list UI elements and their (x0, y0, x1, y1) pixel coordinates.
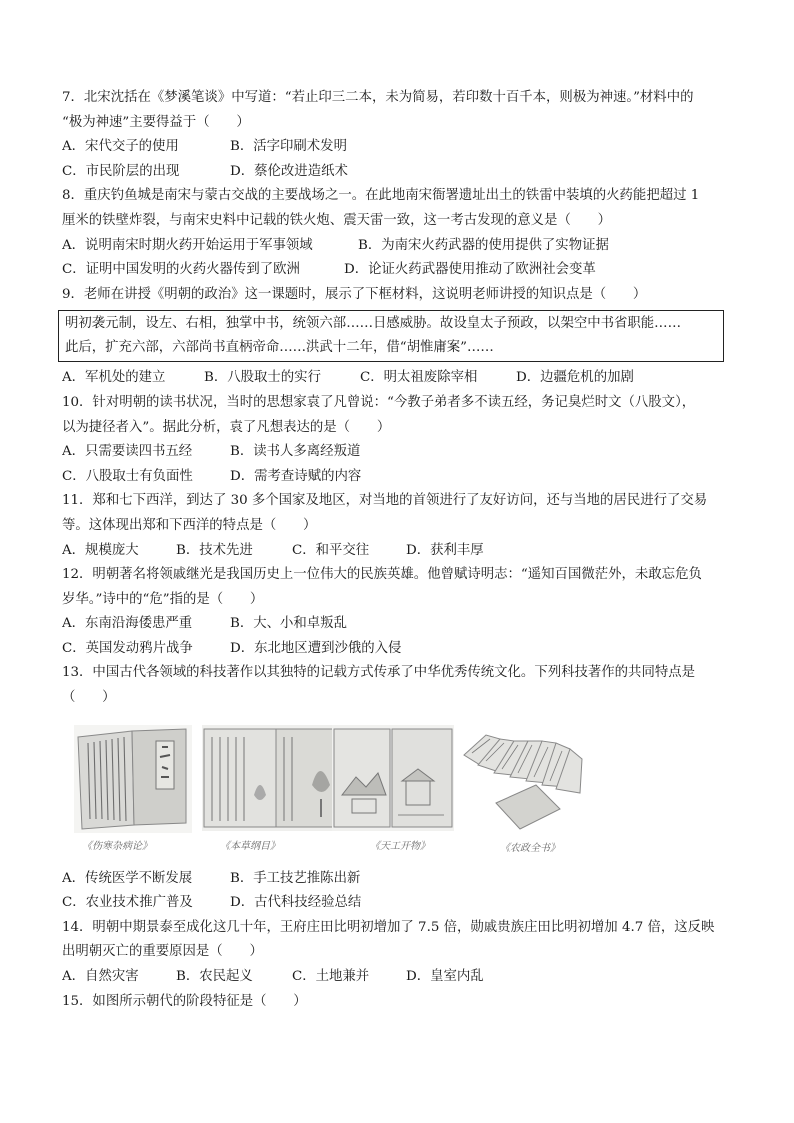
option-b: B．为南宋火药武器的使用提供了实物证据 (358, 237, 609, 253)
option-d: D．东北地区遭到沙俄的入侵 (230, 640, 402, 656)
option-b: B．技术先进 (176, 542, 253, 558)
book-images (62, 715, 732, 867)
question-stem: 10．针对明朝的读书状况，当时的思想家袁了凡曾说：“今教子弟者多不读五经，务记臭烂时文（八股文）， (62, 394, 696, 410)
option-c: C．市民阶层的出现 (62, 163, 180, 179)
option-d: D．获利丰厚 (406, 542, 484, 558)
option-a: A．规模庞大 (62, 542, 139, 558)
question-15 (62, 990, 732, 1015)
option-a: A．只需要读四书五经 (62, 444, 193, 460)
question-stem: “极为神速”主要得益于（ ） (62, 114, 250, 130)
option-d: D．皇室内乱 (406, 969, 484, 985)
question-stem: 11．郑和七下西洋，到达了 30 多个国家及地区，对当地的首领进行了友好访问，还与当地的居民进行了交易 (62, 493, 708, 509)
question-stem: 8．重庆钓鱼城是南宋与蒙古交战的主要战场之一。在此地南宋衙署遗址出土的铁雷中装填的火药能把超过 1 (62, 188, 700, 204)
book-image-nongzheng (456, 725, 584, 837)
material-text: 明初袭元制，设左、右相，独掌中书，统领六部……日感威胁。故设皇太子预政，以架空中书省职能…… (65, 316, 681, 332)
book-caption: 《农政全书》 (500, 842, 560, 854)
option-d: D．蔡伦改进造纸术 (230, 163, 348, 179)
option-a: A．说明南宋时期火药开始运用于军事领域 (62, 237, 313, 253)
question-14 (62, 916, 732, 990)
book-caption: 《天工开物》 (370, 840, 430, 852)
question-stem: 15．如图所示朝代的阶段特征是（ ） (62, 993, 307, 1009)
question-stem: 9．老师在讲授《明朝的政治》这一课题时，展示了下框材料，这说明老师讲授的知识点是（ ） (62, 286, 647, 302)
option-c: C．农业技术推广普及 (62, 895, 193, 911)
option-d: D．论证火药武器使用推动了欧洲社会变革 (344, 262, 596, 278)
option-b: B．手工技艺推陈出新 (230, 870, 361, 886)
option-c: C．和平交往 (292, 542, 370, 558)
question-stem: 岁华。”诗中的“危”指的是（ ） (62, 591, 264, 607)
question-13 (62, 661, 732, 915)
book-image-tiangong (332, 725, 454, 831)
option-a: A．宋代交子的使用 (62, 139, 179, 155)
question-7 (62, 86, 732, 184)
question-9 (62, 283, 732, 391)
question-stem: 等。这体现出郑和下西洋的特点是（ ） (62, 517, 317, 533)
option-c: C．证明中国发明的火药火器传到了欧洲 (62, 262, 300, 278)
question-stem: 厘米的铁壁炸裂，与南宋史料中记载的铁火炮、震天雷一致，这一考古发现的意义是（ ） (62, 212, 612, 228)
option-b: B．农民起义 (176, 969, 253, 985)
question-stem: （ ） (62, 690, 116, 706)
material-box (58, 310, 724, 362)
option-b: B．八股取士的实行 (204, 370, 321, 386)
book-image-bencao (202, 725, 352, 831)
question-stem: 出明朝灭亡的重要原因是（ ） (62, 944, 263, 960)
option-a: A．自然灾害 (62, 969, 139, 985)
question-stem: 12．明朝著名将领戚继光是我国历史上一位伟大的民族英雄。他曾赋诗明志：“遥知百国微茫外，未敢忘危负 (62, 567, 702, 583)
option-b: B．活字印刷术发明 (230, 139, 347, 155)
option-a: A．军机处的建立 (62, 370, 166, 386)
option-a: A．传统医学不断发展 (62, 870, 193, 886)
question-12 (62, 563, 732, 661)
question-stem: 14．明朝中期景泰至成化这几十年，王府庄田比明初增加了 7.5 倍，勋戚贵族庄田比明初增加 4.7 倍，这反映 (62, 919, 715, 935)
question-11 (62, 489, 732, 563)
material-text: 此后，扩充六部，六部尚书直柄帝命……洪武十二年，借“胡惟庸案”…… (65, 340, 494, 356)
exam-page (62, 86, 732, 1014)
option-c: C．英国发动鸦片战争 (62, 640, 193, 656)
option-c: C．土地兼并 (292, 969, 370, 985)
option-d: D．边疆危机的加剧 (516, 370, 634, 386)
option-d: D．需考查诗赋的内容 (230, 468, 362, 484)
question-stem: 以为捷径者入”。据此分析，袁了凡想表达的是（ ） (62, 419, 391, 435)
question-10 (62, 391, 732, 489)
book-caption: 《本草纲目》 (220, 840, 280, 852)
option-b: B．大、小和卓叛乱 (230, 616, 347, 632)
option-c: C．八股取士有负面性 (62, 468, 193, 484)
option-b: B．读书人多离经叛道 (230, 444, 361, 460)
question-8 (62, 184, 732, 282)
question-stem: 7．北宋沈括在《梦溪笔谈》中写道：“若止印三二本，未为简易，若印数十百千本，则极为神速。”材料中的 (62, 90, 694, 105)
question-stem: 13．中国古代各领域的科技著作以其独特的记载方式传承了中华优秀传统文化。下列科技著作的共同特点是 (62, 665, 696, 681)
book-image-shanghan (74, 725, 192, 833)
option-d: D．古代科技经验总结 (230, 895, 362, 911)
option-c: C．明太祖废除宰相 (360, 370, 478, 386)
book-caption: 《伤寒杂病论》 (82, 840, 152, 852)
option-a: A．东南沿海倭患严重 (62, 616, 193, 632)
